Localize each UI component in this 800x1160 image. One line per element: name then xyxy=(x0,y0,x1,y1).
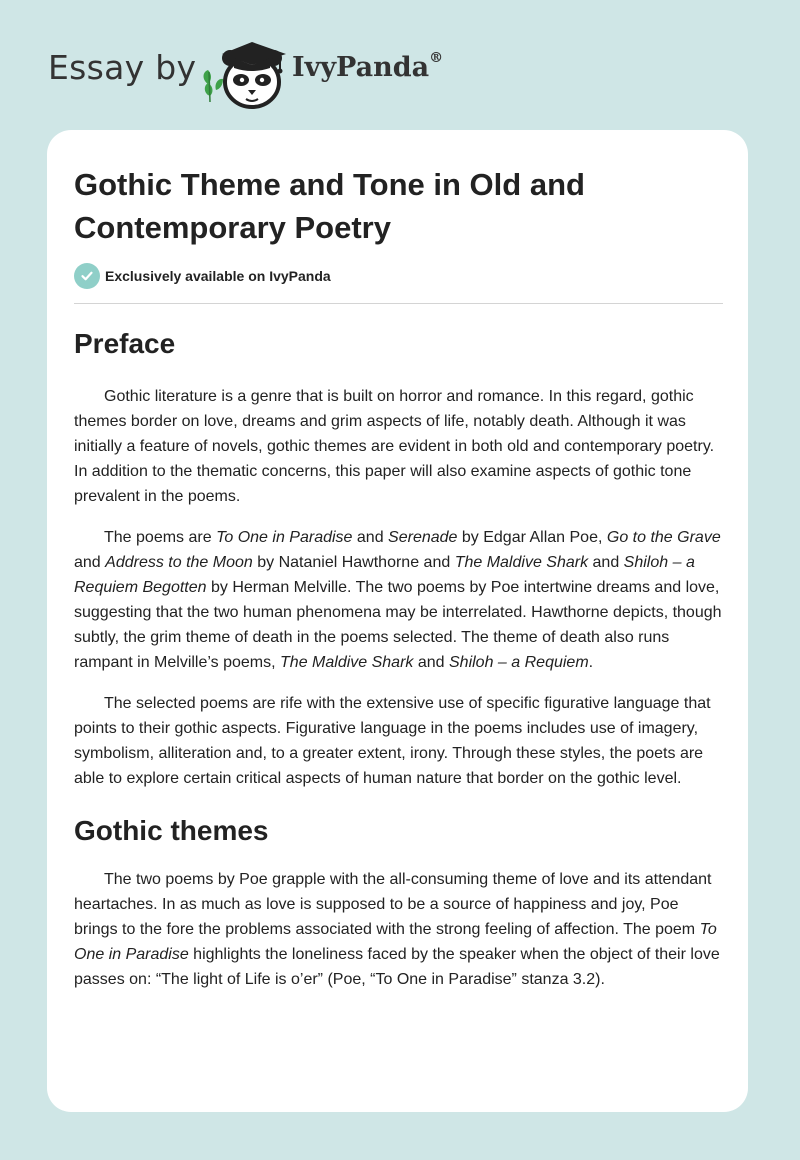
article-body xyxy=(74,320,724,1008)
check-icon xyxy=(74,263,100,289)
site-header xyxy=(48,30,748,110)
registered-mark: ® xyxy=(429,50,444,66)
ivy-leaf-icon xyxy=(204,70,224,102)
paragraph: Gothic literature is a genre that is built on horror and romance. In this regard, gothic themes border on love, dreams and grim aspects of life, notably death. Although it was initially a feature of novels, gothic themes are evident in both old and contemporary poetry. In addition to the thematic concerns, this paper will also examine aspects of gothic tone prevalent in the poems. xyxy=(74,388,715,505)
badge-label: Exclusively available on IvyPanda xyxy=(105,268,331,284)
paragraph: The selected poems are rife with the extensive use of specific figurative language that points to their gothic aspects. Figurative language in the poems includes use of imagery, symbolism, alliteration and, to a greater extent, irony. Through these styles, the poets are able to explore certain critical aspects of human nature that border on the gothic level. xyxy=(74,695,711,787)
panda-graduation-cap-icon xyxy=(222,42,286,107)
ivypanda-logo-icon[interactable] xyxy=(200,36,292,112)
divider xyxy=(74,303,723,304)
essay-by-label: Essay by xyxy=(48,48,197,87)
paragraph: The poems are To One in Paradise and Serenade by Edgar Allan Poe, Go to the Grave and Address to the Moon by Nataniel Hawthorne and The Maldive Shark and Shiloh – a Requiem Begotten by Herman Melville. The two poems by Poe intertwine dreams and love, suggesting that the two human phenomena may be interrelated. Hawthorne depicts, though subtly, the grim theme of death in the poems selected. The theme of death also runs rampant in Melville’s poems, The Maldive Shark and Shiloh – a Requiem. xyxy=(74,529,722,671)
exclusive-badge xyxy=(74,263,331,289)
paragraph: The two poems by Poe grapple with the all-consuming theme of love and its attendant heartaches. In as much as love is supposed to be a source of happiness and joy, Poe brings to the fore the problems associated with the strong feeling of affection. The poem To One in Paradise highlights the loneliness faced by the speaker when the object of their love passes on: “The light of Life is o’er” (Poe, “To One in Paradise” stanza 3.2). xyxy=(74,871,720,988)
section-heading-preface: Preface xyxy=(74,328,176,359)
section-heading-gothic-themes: Gothic themes xyxy=(74,815,269,846)
brand-name[interactable]: IvyPanda® xyxy=(292,50,444,83)
page-title: Gothic Theme and Tone in Old and Contemporary Poetry xyxy=(74,167,585,245)
essay-card xyxy=(47,130,748,1112)
